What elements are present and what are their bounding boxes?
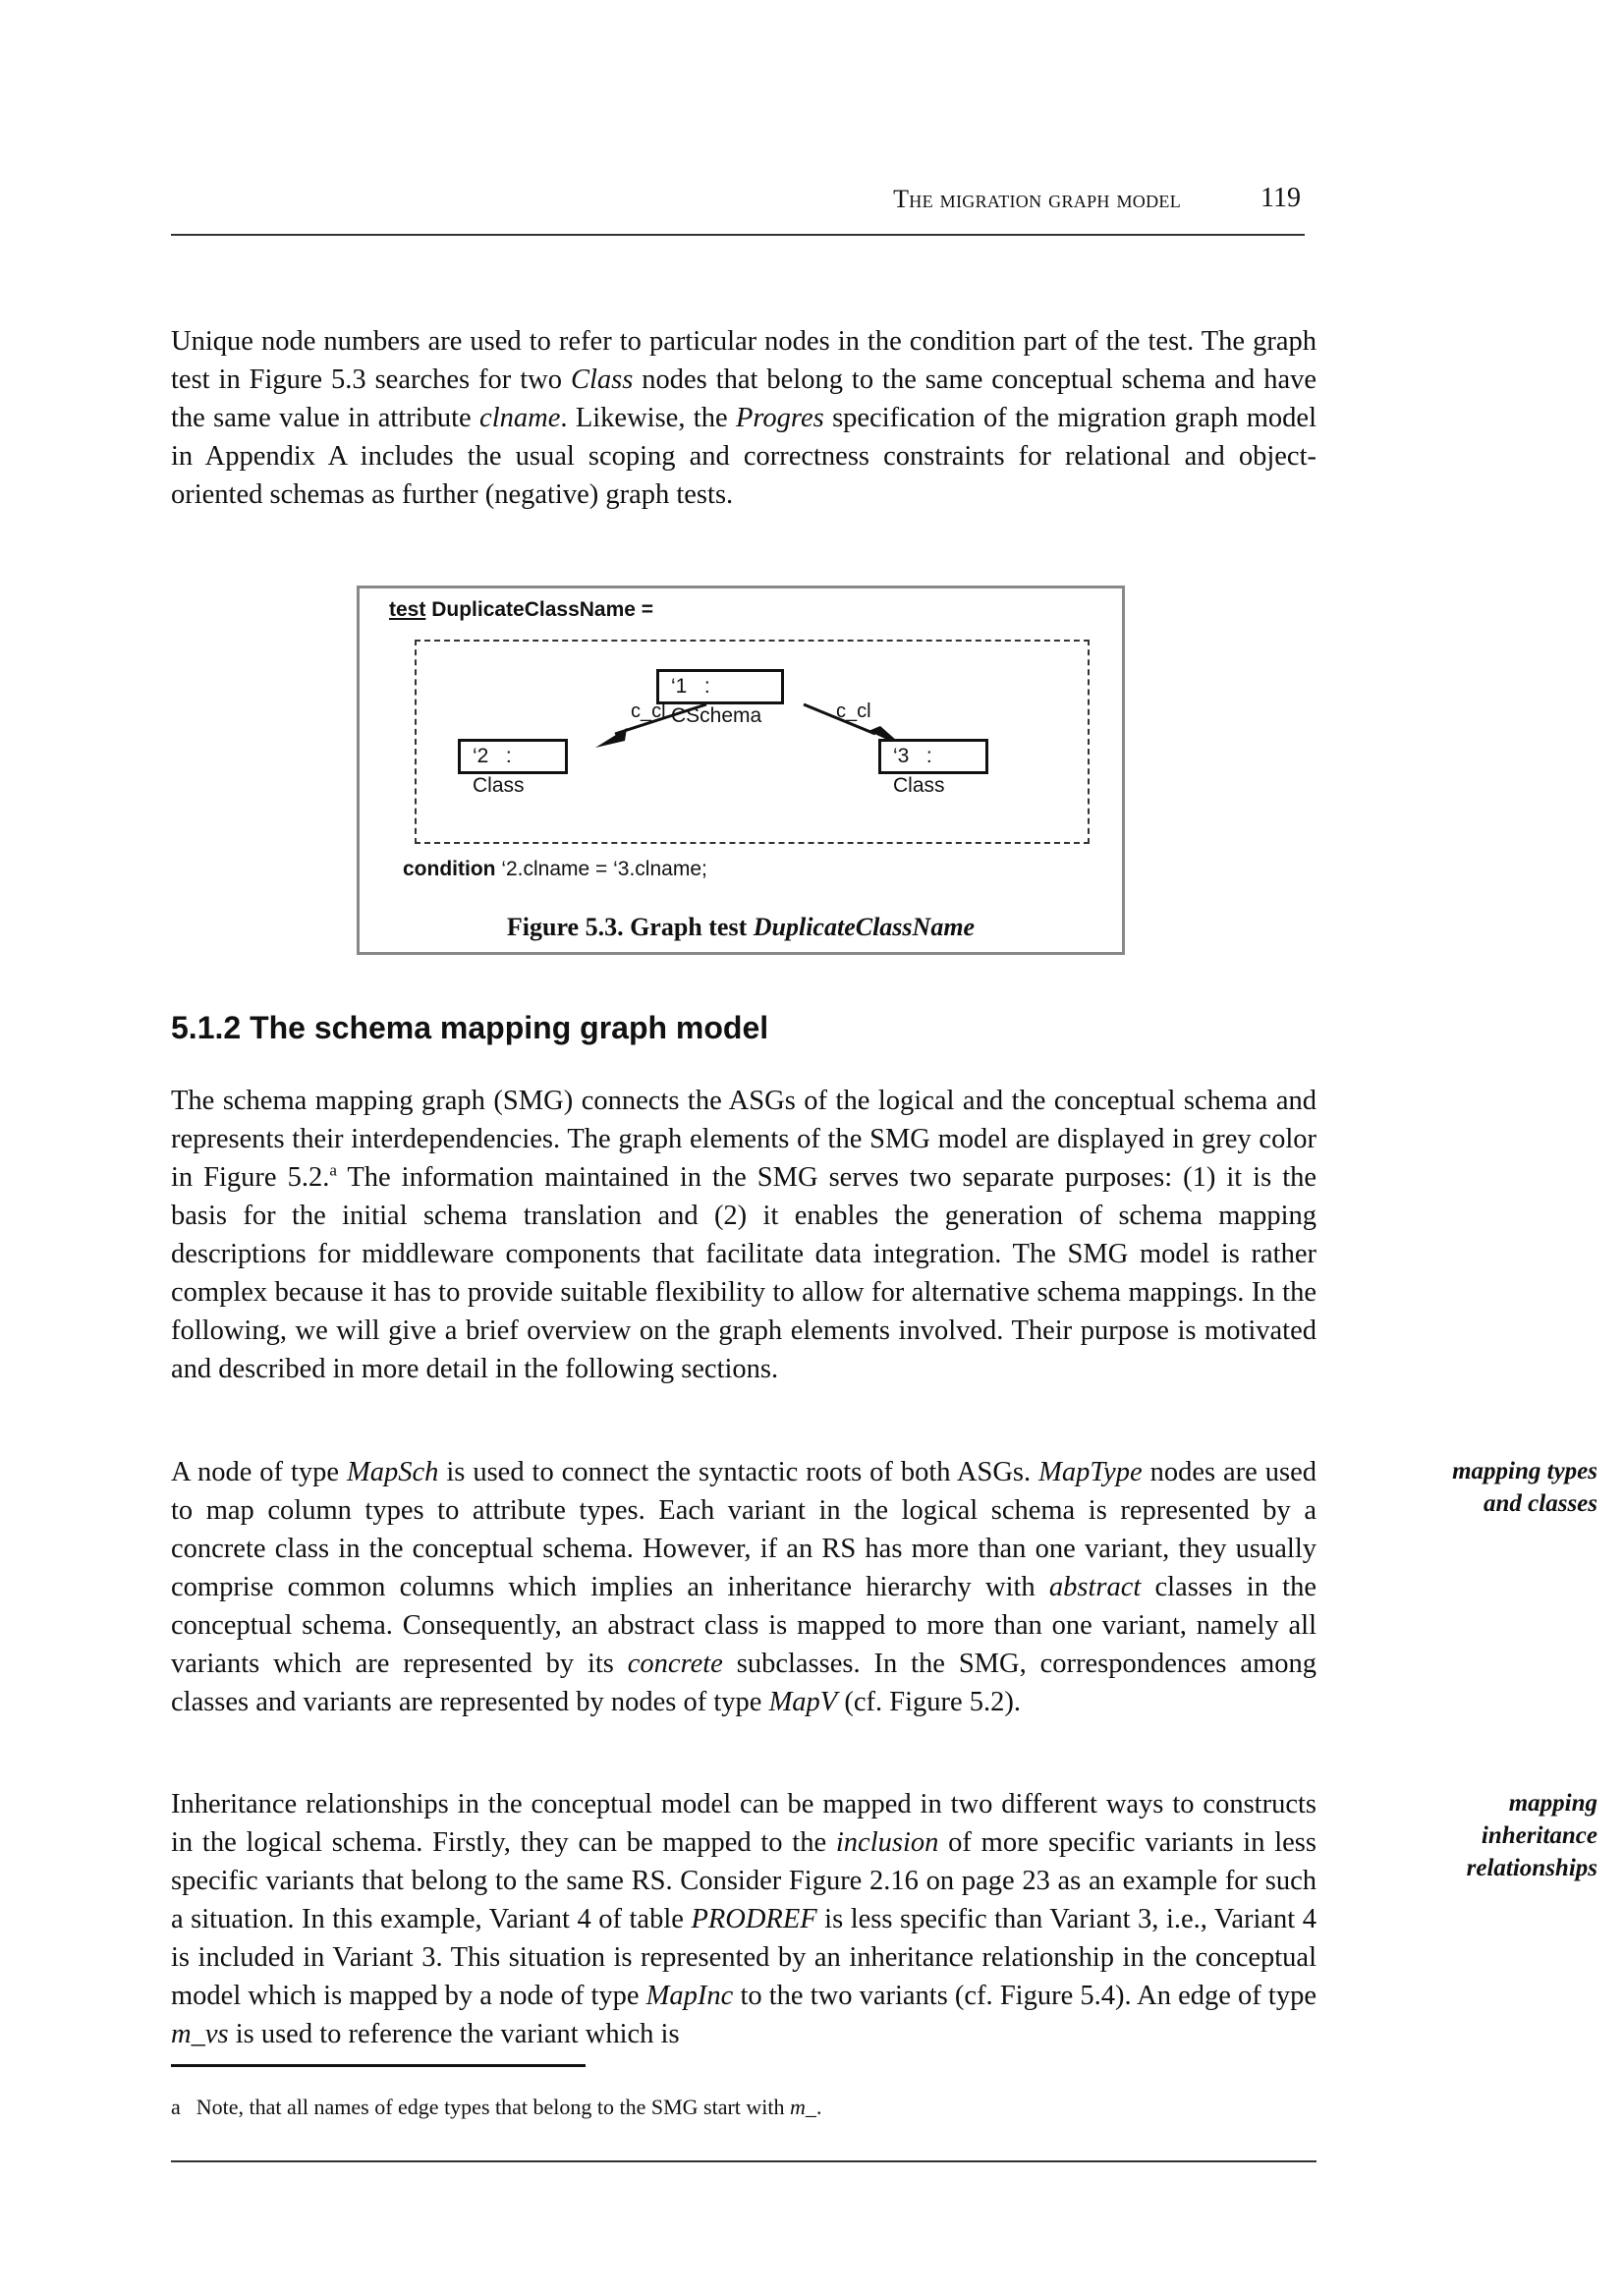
running-title: The migration graph model	[893, 185, 1181, 213]
footnote-ref: a	[329, 1160, 337, 1180]
paragraph-smg-intro: The schema mapping graph (SMG) connects the ASGs of the logical and the conceptual schema and represents their interdependencies. The graph elements of the SMG model are displayed in grey color in Figure 5.2.$^a$ The information maintained in the SMG serves two separate purposes: (1) it is the basis for the initial schema translation and (2) it enables the generation of schema mapping descriptions for middleware components that facilitate data integration. The SMG model is rather complex because it has to provide suitable flexibility to allow for alternative schema mappings. In the following, we will give a brief overview on the graph elements involved. Their purpose is motivated and described in more detail in the following sections.	[171, 1086, 1317, 1384]
paragraph-mapping-types: A node of type MapSch is used to connect the syntactic roots of both ASGs. MapType nodes are used to map column types to attribute types. Each variant in the logical schema is represented by a concrete class in the conceptual schema. However, if an RS has more than one variant, they usually comprise common columns which implies an inheritance hierarchy with abstract classes in the conceptual schema. Consequently, an abstract class is mapped to more than one variant, namely all variants which are represented by its concrete subclasses. In the SMG, correspondences among classes and variants are represented by nodes of type MapV (cf. Figure 5.2).	[171, 1457, 1316, 1717]
running-header	[171, 185, 1305, 236]
intro-paragraph: Unique node numbers are used to refer to particular nodes in the condition part of the test. The graph test in Figure 5.3 searches for two Class nodes that belong to the same conceptual schema and have the same value in attribute clname. Likewise, the Progres specification of the migration graph model in Appendix A includes the usual scoping and correctness constraints for relational and object-oriented schemas as further (negative) graph tests.	[171, 326, 1316, 510]
edge-label-c-cl-left: c_cl	[631, 700, 666, 722]
margin-note-mapping-types: mapping types and classes	[1452, 1458, 1597, 1517]
bottom-rule	[171, 2160, 1316, 2162]
footnote-rule	[171, 2064, 586, 2067]
section-heading: 5.1.2 The schema mapping graph model	[171, 1010, 769, 1045]
margin-note-inheritance: mapping inheritance relationships	[1466, 1790, 1597, 1881]
figure-5-3	[357, 586, 1125, 955]
footnote: a Note, that all names of edge types that belong to the SMG start with m_.	[171, 2095, 822, 2119]
figure-caption: Figure 5.3. Graph test DuplicateClassName	[506, 913, 976, 941]
node-cschema: ‘1 : CSchema	[656, 669, 784, 704]
node-class-2: ‘2 : Class	[458, 739, 568, 774]
edge-label-c-cl-right: c_cl	[836, 700, 871, 722]
figure-test-header: test DuplicateClassName =	[389, 598, 654, 621]
page-number: 119	[1260, 183, 1301, 213]
paragraph-inheritance: Inheritance relationships in the conceptual model can be mapped in two different ways to constructs in the logical schema. Firstly, they can be mapped to the inclusion of more specific variants in less specific variants that belong to the same RS. Consider Figure 2.16 on page 23 as an example for such a situation. In this example, Variant 4 of table PRODREF is less specific than Variant 3, i.e., Variant 4 is included in Variant 3. This situation is represented by an inheritance relationship in the conceptual model which is mapped by a node of type MapInc to the two variants (cf. Figure 5.4). An edge of type m_vs is used to reference the variant which is	[171, 1789, 1316, 2049]
node-class-3: ‘3 : Class	[878, 739, 988, 774]
figure-condition: condition ‘2.clname = ‘3.clname;	[403, 858, 707, 880]
